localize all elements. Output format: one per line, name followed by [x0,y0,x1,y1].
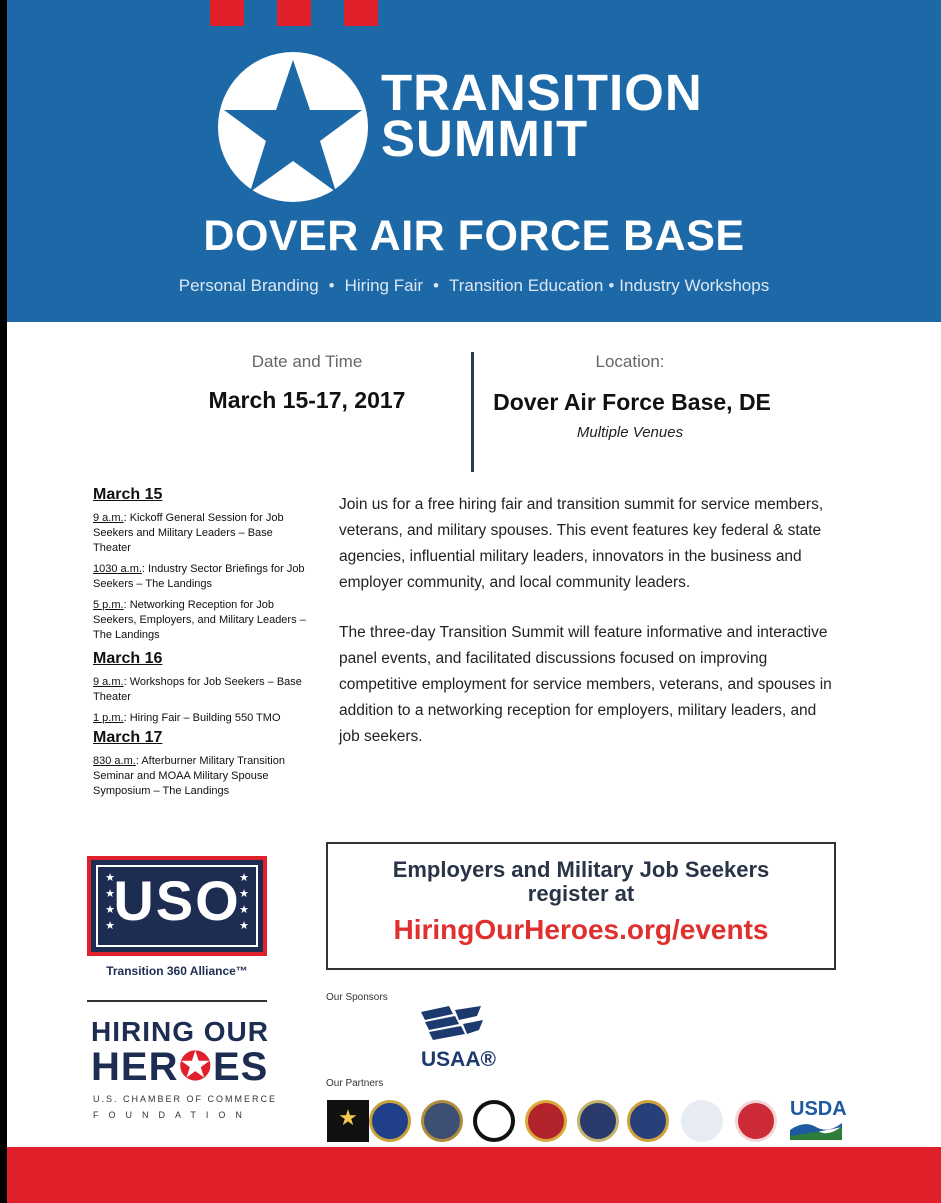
star-icon: ✪ [178,1045,213,1089]
usda-logo: USDA [790,1098,847,1120]
day-heading: March 16 [93,650,163,667]
register-link[interactable]: HiringOurHeroes.org/events [393,914,769,945]
register-line: Employers and Military Job Seekers [392,857,770,882]
description-paragraph: The three-day Transition Summit will feature informative and interactive panel events, and facilitated discussions focused on improving competitive employment for service members, veterans, and spouses in addition to a networking reception for employers, military leaders, and job seekers. [339,624,832,745]
air-force-icon [681,1100,723,1142]
marines-seal-icon [525,1100,567,1142]
schedule-event: 9 a.m.: Kickoff General Session for Job Seekers and Military Leaders – Base Theater [93,512,284,554]
logo-divider [87,1000,267,1002]
flag-stripe [277,0,311,26]
description [339,492,839,774]
info-divider [471,352,474,472]
uso-logo: ★ ★ ★ ★ ★ ★ ★ ★ USO [87,856,267,956]
date-value: March 15-17, 2017 [208,387,406,413]
day-heading: March 15 [93,486,163,503]
uso-caption: Transition 360 Alliance™ [106,964,248,978]
sponsors-label: Our Sponsors [326,992,388,1003]
location-value: Dover Air Force Base, DE [493,389,771,415]
schedule-event: 1030 a.m.: Industry Sector Briefings for Job Seekers – The Landings [93,563,305,590]
army-star-icon: ★ [327,1100,369,1142]
dol-seal-icon [369,1100,411,1142]
summit-title: TRANSITION SUMMIT [381,64,703,167]
usaa-eagle-icon [419,1004,485,1048]
hoh-logo-subtitle: U.S. CHAMBER OF COMMERCE [93,1094,278,1104]
schedule-event: 1 p.m.: Hiring Fair – Building 550 TMO [93,712,281,724]
partners-label: Our Partners [326,1078,384,1089]
flag-stripe [210,0,244,26]
tagline: Personal Branding • Hiring Fair • Transition Education • Industry Workshops [178,276,770,295]
day-heading: March 17 [93,729,163,746]
usda-wave-icon [790,1122,842,1140]
star-logo-icon [218,52,368,202]
location-sub: Multiple Venues [576,424,684,441]
navy-seal-icon [577,1100,619,1142]
army-reserve-icon [473,1100,515,1142]
schedule [93,485,313,805]
hoh-logo-subtitle: FOUNDATION [93,1110,252,1120]
schedule-event: 5 p.m.: Networking Reception for Job Seekers, Employers, and Military Leaders – The Landings [93,599,306,641]
header-banner [7,0,941,322]
va-seal-icon [421,1100,463,1142]
footer-band [7,1147,941,1203]
hoh-logo-line: HER✪ES [91,1045,269,1089]
hoh-logo-line: HIRING OUR [91,1016,269,1047]
register-line: register at [527,881,635,906]
schedule-event: 9 a.m.: Workshops for Job Seekers – Base Theater [93,676,302,703]
base-title: DOVER AIR FORCE BASE [203,212,745,260]
flag-stripe [344,0,378,26]
coast-guard-seal-icon [627,1100,669,1142]
date-label: Date and Time [251,352,363,371]
star-icon: ★ ★ ★ ★ [105,872,115,932]
description-paragraph: Join us for a free hiring fair and transition summit for service members, veterans, and military spouses. This event features key federal & state agencies, influential military leaders, innovators in the business and employer community, and local community leaders. [339,496,824,591]
schedule-event: 830 a.m.: Afterburner Military Transition Seminar and MOAA Military Spouse Symposium – The Landings [93,755,285,797]
star-icon: ★ ★ ★ ★ [239,872,249,932]
register-box [326,842,836,970]
location-label: Location: [595,352,665,371]
flyer-page [7,0,941,1203]
partner-seal-icon [735,1100,777,1142]
usaa-logo: USAA® [421,1048,496,1071]
